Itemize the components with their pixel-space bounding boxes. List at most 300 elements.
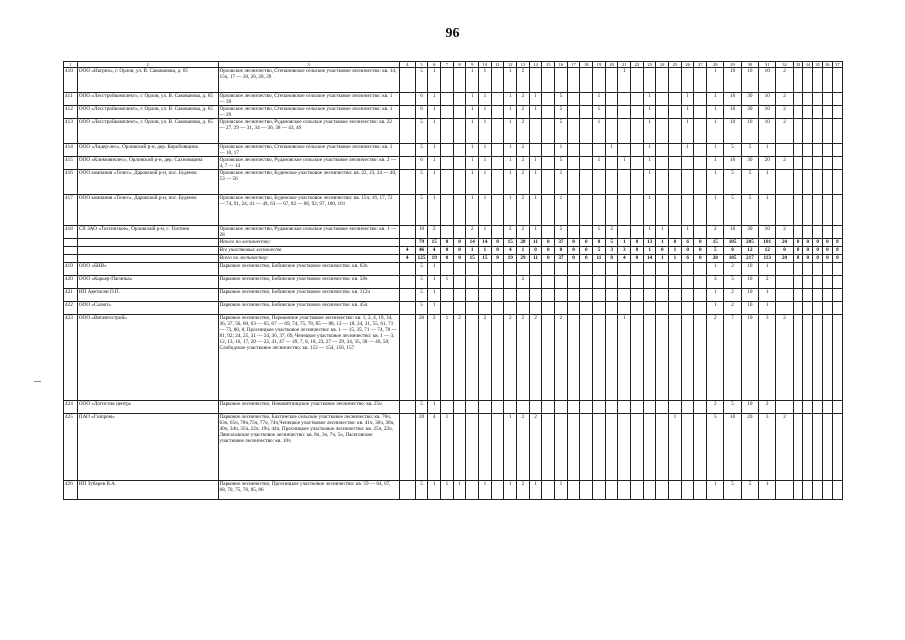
- value-cell: [832, 226, 842, 239]
- value-cell: [567, 276, 580, 289]
- value-cell: 0: [813, 239, 823, 247]
- value-cell: 1: [707, 157, 724, 170]
- value-cell: 14: [479, 239, 492, 247]
- value-cell: [453, 401, 466, 414]
- value-cell: [479, 302, 492, 315]
- value-cell: 5: [724, 276, 741, 289]
- row-number-cell: 423: [64, 315, 78, 401]
- value-cell: 1: [479, 93, 492, 106]
- value-cell: [399, 263, 415, 276]
- value-cell: 2: [776, 226, 793, 239]
- value-cell: 1: [428, 157, 441, 170]
- value-cell: 5: [724, 170, 741, 195]
- value-cell: [618, 289, 631, 302]
- value-cell: [555, 401, 568, 414]
- value-cell: [823, 106, 833, 119]
- value-cell: 1: [555, 195, 568, 226]
- value-cell: [479, 414, 492, 481]
- value-cell: 30: [741, 157, 758, 170]
- value-cell: 1: [759, 481, 776, 500]
- value-cell: 2: [555, 315, 568, 401]
- value-cell: [605, 170, 618, 195]
- value-cell: [593, 195, 606, 226]
- value-cell: 4: [428, 414, 441, 481]
- value-cell: [631, 170, 644, 195]
- value-cell: [631, 414, 644, 481]
- value-cell: [529, 68, 542, 93]
- value-cell: 1: [669, 255, 682, 263]
- value-cell: 1: [428, 481, 441, 500]
- value-cell: [832, 68, 842, 93]
- value-cell: [803, 276, 813, 289]
- value-cell: 2: [517, 68, 530, 93]
- column-number: 33: [793, 62, 803, 68]
- value-cell: 1: [441, 276, 454, 289]
- value-cell: [776, 289, 793, 302]
- value-cell: [813, 106, 823, 119]
- value-cell: 1: [504, 144, 517, 157]
- value-cell: 5: [555, 119, 568, 144]
- organization-cell: ООО «Салют»: [77, 302, 218, 315]
- value-cell: [803, 106, 813, 119]
- value-cell: [793, 157, 803, 170]
- table-row: [64, 170, 843, 195]
- value-cell: 1: [707, 170, 724, 195]
- value-cell: 1: [504, 119, 517, 144]
- value-cell: 5: [415, 195, 428, 226]
- value-cell: 1: [428, 68, 441, 93]
- value-cell: 1: [504, 414, 517, 481]
- value-cell: [803, 170, 813, 195]
- value-cell: [656, 157, 669, 170]
- value-cell: 0: [529, 247, 542, 255]
- value-cell: 2: [759, 276, 776, 289]
- value-cell: [694, 195, 707, 226]
- value-cell: [631, 68, 644, 93]
- row-number-cell: 421: [64, 289, 78, 302]
- column-number: 7: [441, 62, 454, 68]
- value-cell: 20: [741, 414, 758, 481]
- value-cell: 4: [399, 247, 415, 255]
- value-cell: [399, 414, 415, 481]
- value-cell: 11: [593, 255, 606, 263]
- value-cell: 15: [707, 239, 724, 247]
- value-cell: [580, 263, 593, 276]
- value-cell: 2: [517, 93, 530, 106]
- value-cell: [453, 414, 466, 481]
- value-cell: [441, 263, 454, 276]
- value-cell: [793, 93, 803, 106]
- value-cell: 2: [428, 315, 441, 401]
- value-cell: 1: [504, 157, 517, 170]
- value-cell: [776, 276, 793, 289]
- value-cell: 15: [479, 255, 492, 263]
- value-cell: [669, 195, 682, 226]
- value-cell: [567, 195, 580, 226]
- value-cell: [479, 401, 492, 414]
- value-cell: 1: [479, 106, 492, 119]
- value-cell: [593, 289, 606, 302]
- value-cell: [580, 302, 593, 315]
- value-cell: 1: [428, 106, 441, 119]
- value-cell: 1: [656, 226, 669, 239]
- value-cell: [669, 276, 682, 289]
- value-cell: [823, 226, 833, 239]
- column-number: 1: [64, 62, 78, 68]
- value-cell: [453, 226, 466, 239]
- row-number-cell: 417: [64, 195, 78, 226]
- value-cell: [656, 195, 669, 226]
- value-cell: [542, 157, 555, 170]
- value-cell: [618, 144, 631, 157]
- value-cell: [832, 106, 842, 119]
- column-number: 9: [466, 62, 479, 68]
- value-cell: [479, 276, 492, 289]
- value-cell: 1: [669, 414, 682, 481]
- value-cell: [643, 289, 656, 302]
- value-cell: 29: [517, 255, 530, 263]
- value-cell: 1: [681, 93, 694, 106]
- value-cell: 3: [605, 247, 618, 255]
- value-cell: 2: [707, 401, 724, 414]
- value-cell: 30: [741, 226, 758, 239]
- value-cell: 0: [580, 255, 593, 263]
- table-row: [64, 93, 843, 106]
- table-row: [64, 315, 843, 401]
- value-cell: [694, 263, 707, 276]
- value-cell: 1: [593, 93, 606, 106]
- value-cell: [681, 68, 694, 93]
- value-cell: [593, 414, 606, 481]
- value-cell: [813, 302, 823, 315]
- value-cell: 1: [504, 195, 517, 226]
- value-cell: [567, 263, 580, 276]
- column-number: 14: [529, 62, 542, 68]
- value-cell: 0: [453, 247, 466, 255]
- row-number-cell: [64, 255, 78, 263]
- value-cell: [453, 170, 466, 195]
- organization-cell: ООО «Логистик центр»: [77, 401, 218, 414]
- value-cell: 4: [399, 255, 415, 263]
- value-cell: [453, 289, 466, 302]
- value-cell: 101: [759, 239, 776, 247]
- value-cell: [669, 302, 682, 315]
- value-cell: 10: [759, 119, 776, 144]
- value-cell: [813, 315, 823, 401]
- column-number: 19: [593, 62, 606, 68]
- value-cell: [441, 144, 454, 157]
- value-cell: 0: [453, 239, 466, 247]
- value-cell: 12: [741, 247, 758, 255]
- value-cell: [656, 481, 669, 500]
- value-cell: [793, 263, 803, 276]
- value-cell: [453, 157, 466, 170]
- value-cell: [441, 289, 454, 302]
- value-cell: [466, 481, 479, 500]
- value-cell: [567, 144, 580, 157]
- value-cell: 8: [605, 255, 618, 263]
- value-cell: 1: [618, 157, 631, 170]
- value-cell: 10: [724, 93, 741, 106]
- margin-mark: [34, 381, 41, 382]
- value-cell: 6: [415, 157, 428, 170]
- value-cell: [803, 68, 813, 93]
- organization-cell: [77, 239, 218, 247]
- value-cell: 1: [466, 93, 479, 106]
- value-cell: [669, 401, 682, 414]
- value-cell: 2: [517, 315, 530, 401]
- value-cell: [823, 144, 833, 157]
- value-cell: [593, 263, 606, 276]
- value-cell: [694, 276, 707, 289]
- value-cell: 1: [504, 68, 517, 93]
- value-cell: [491, 481, 504, 500]
- organization-cell: ИП Зубарев В.А.: [77, 481, 218, 500]
- value-cell: 1: [707, 289, 724, 302]
- value-cell: [694, 157, 707, 170]
- column-number: 30: [741, 62, 758, 68]
- value-cell: 1: [441, 414, 454, 481]
- value-cell: [631, 119, 644, 144]
- value-cell: 10: [759, 226, 776, 239]
- forestry-location-cell: Орловское лесничество, Степановское сельское участковое лесничество: кв. 1 — 29: [218, 106, 399, 119]
- value-cell: [580, 170, 593, 195]
- value-cell: 10: [741, 119, 758, 144]
- value-cell: [776, 263, 793, 276]
- value-cell: [542, 481, 555, 500]
- value-cell: [793, 106, 803, 119]
- value-cell: [466, 276, 479, 289]
- value-cell: 46: [415, 247, 428, 255]
- value-cell: [681, 276, 694, 289]
- value-cell: [580, 315, 593, 401]
- value-cell: 0: [813, 255, 823, 263]
- value-cell: [618, 481, 631, 500]
- value-cell: [681, 170, 694, 195]
- value-cell: [656, 119, 669, 144]
- value-cell: [605, 119, 618, 144]
- forestry-location-cell: Орловское лесничество, Рудановское сельское участковое лесничество: кв. 1 — 28: [218, 226, 399, 239]
- total-row: [64, 247, 843, 255]
- value-cell: [491, 226, 504, 239]
- value-cell: [694, 93, 707, 106]
- value-cell: [823, 68, 833, 93]
- value-cell: [694, 144, 707, 157]
- table-row: [64, 263, 843, 276]
- value-cell: 0: [694, 239, 707, 247]
- organization-cell: ООО «Лесстройкомплект», г. Орлов, ул. В. Сакованова, д. 65: [77, 119, 218, 144]
- value-cell: [542, 195, 555, 226]
- value-cell: 1: [529, 195, 542, 226]
- value-cell: [567, 414, 580, 481]
- table-row: [64, 119, 843, 144]
- value-cell: [399, 106, 415, 119]
- value-cell: 2: [776, 93, 793, 106]
- value-cell: 1: [479, 481, 492, 500]
- value-cell: [399, 68, 415, 93]
- value-cell: 20: [759, 157, 776, 170]
- value-cell: [631, 401, 644, 414]
- value-cell: [681, 157, 694, 170]
- column-number: 11: [491, 62, 504, 68]
- value-cell: [580, 68, 593, 93]
- value-cell: [823, 119, 833, 144]
- value-cell: [504, 276, 517, 289]
- value-cell: [453, 195, 466, 226]
- value-cell: [504, 401, 517, 414]
- column-number: 22: [631, 62, 644, 68]
- value-cell: 205: [741, 239, 758, 247]
- value-cell: [793, 195, 803, 226]
- value-cell: [593, 315, 606, 401]
- value-cell: [593, 170, 606, 195]
- value-cell: 2: [707, 226, 724, 239]
- column-number: 26: [681, 62, 694, 68]
- value-cell: [681, 481, 694, 500]
- value-cell: [656, 414, 669, 481]
- value-cell: 1: [479, 119, 492, 144]
- value-cell: [580, 93, 593, 106]
- value-cell: [803, 226, 813, 239]
- value-cell: 1: [479, 68, 492, 93]
- value-cell: 2: [724, 302, 741, 315]
- value-cell: [441, 195, 454, 226]
- total-label-cell: Итого по лесничеству:: [218, 239, 399, 247]
- value-cell: 1: [466, 119, 479, 144]
- value-cell: 10: [759, 68, 776, 93]
- value-cell: [580, 226, 593, 239]
- value-cell: [517, 401, 530, 414]
- value-cell: 14: [466, 239, 479, 247]
- value-cell: 2: [529, 414, 542, 481]
- value-cell: 1: [466, 144, 479, 157]
- value-cell: [681, 401, 694, 414]
- value-cell: 10: [741, 68, 758, 93]
- value-cell: [453, 119, 466, 144]
- value-cell: 12: [759, 247, 776, 255]
- value-cell: 1: [759, 195, 776, 226]
- value-cell: [567, 289, 580, 302]
- value-cell: [656, 144, 669, 157]
- value-cell: 20: [776, 239, 793, 247]
- value-cell: 3: [759, 315, 776, 401]
- value-cell: 2: [517, 119, 530, 144]
- value-cell: [555, 289, 568, 302]
- organization-cell: ООО «Нагрпо», г. Орлов, ул. В. Сакованова, д. 65: [77, 68, 218, 93]
- column-number: 4: [399, 62, 415, 68]
- value-cell: 19: [428, 255, 441, 263]
- value-cell: 5: [415, 481, 428, 500]
- row-number-cell: 415: [64, 157, 78, 170]
- value-cell: [793, 119, 803, 144]
- value-cell: 30: [741, 106, 758, 119]
- value-cell: 3: [759, 414, 776, 481]
- value-cell: 1: [681, 106, 694, 119]
- organization-cell: СХ ЗАО «Тохтинское», Орловский р-н, с. Тохтино: [77, 226, 218, 239]
- value-cell: [656, 315, 669, 401]
- value-cell: [813, 119, 823, 144]
- value-cell: [823, 93, 833, 106]
- value-cell: 2: [529, 315, 542, 401]
- forestry-location-cell: Орловское лесничество, Степановское сельское участковое лесничество: кв. 1 — 10, 17: [218, 144, 399, 157]
- value-cell: [542, 401, 555, 414]
- value-cell: 1: [643, 144, 656, 157]
- value-cell: 2: [724, 263, 741, 276]
- value-cell: 1: [669, 247, 682, 255]
- value-cell: [491, 401, 504, 414]
- value-cell: [832, 144, 842, 157]
- value-cell: 1: [593, 157, 606, 170]
- value-cell: [453, 276, 466, 289]
- value-cell: [813, 170, 823, 195]
- value-cell: [466, 263, 479, 276]
- row-number-cell: 424: [64, 401, 78, 414]
- value-cell: [441, 302, 454, 315]
- value-cell: 0: [832, 239, 842, 247]
- value-cell: 30: [741, 93, 758, 106]
- value-cell: [793, 226, 803, 239]
- value-cell: [466, 414, 479, 481]
- value-cell: 125: [415, 255, 428, 263]
- value-cell: 10: [741, 263, 758, 276]
- value-cell: [529, 263, 542, 276]
- value-cell: [517, 289, 530, 302]
- value-cell: [567, 68, 580, 93]
- value-cell: 0: [823, 255, 833, 263]
- value-cell: 0: [542, 255, 555, 263]
- value-cell: 10: [724, 119, 741, 144]
- value-cell: 2: [428, 226, 441, 239]
- value-cell: [694, 226, 707, 239]
- value-cell: [542, 68, 555, 93]
- value-cell: [542, 289, 555, 302]
- value-cell: 2: [776, 68, 793, 93]
- value-cell: [793, 315, 803, 401]
- value-cell: 3: [618, 247, 631, 255]
- value-cell: [466, 401, 479, 414]
- value-cell: [832, 263, 842, 276]
- value-cell: 0: [567, 255, 580, 263]
- value-cell: 1: [555, 144, 568, 157]
- total-row: [64, 239, 843, 247]
- organization-cell: [77, 247, 218, 255]
- value-cell: [694, 414, 707, 481]
- value-cell: [491, 315, 504, 401]
- value-cell: [555, 68, 568, 93]
- value-cell: 2: [517, 170, 530, 195]
- table-row: [64, 481, 843, 500]
- value-cell: [618, 93, 631, 106]
- value-cell: 0: [832, 255, 842, 263]
- value-cell: [567, 315, 580, 401]
- value-cell: 19: [504, 255, 517, 263]
- table-row: [64, 157, 843, 170]
- value-cell: 1: [759, 263, 776, 276]
- value-cell: [453, 263, 466, 276]
- value-cell: [823, 157, 833, 170]
- value-cell: [399, 302, 415, 315]
- value-cell: 2: [605, 226, 618, 239]
- column-number: 34: [803, 62, 813, 68]
- column-number: 23: [643, 62, 656, 68]
- column-number: 31: [759, 62, 776, 68]
- value-cell: 0: [555, 247, 568, 255]
- value-cell: 5: [741, 195, 758, 226]
- value-cell: [542, 263, 555, 276]
- value-cell: 10: [741, 302, 758, 315]
- value-cell: [631, 106, 644, 119]
- value-cell: 0: [441, 255, 454, 263]
